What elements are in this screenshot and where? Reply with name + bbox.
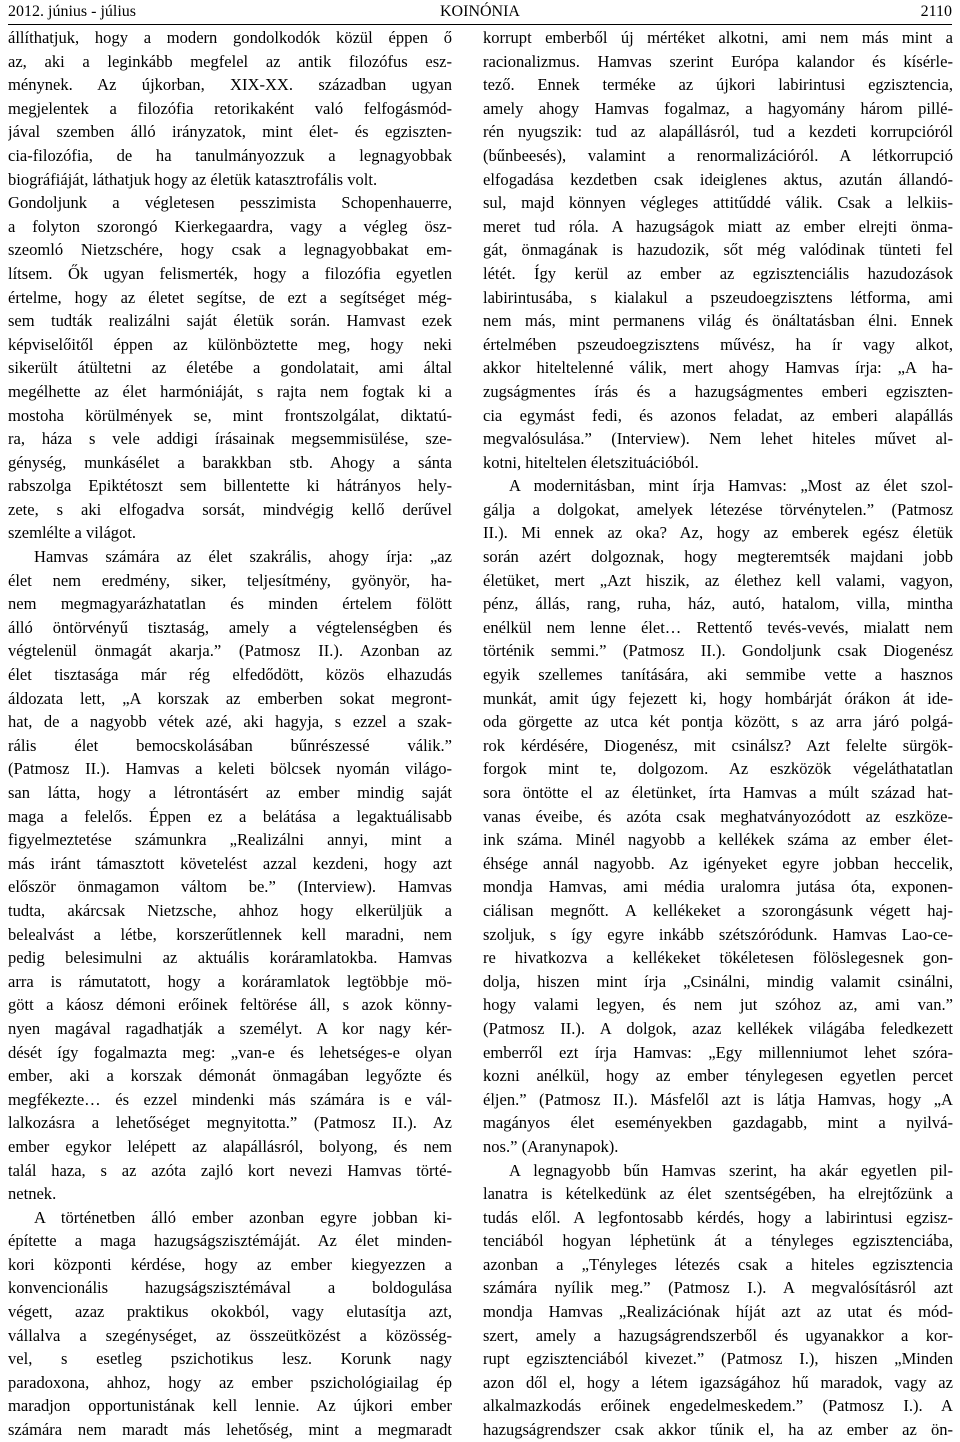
text-line: (Patmosz II.). Hamvas a keleti bölcsek nyomán világo- xyxy=(8,759,452,779)
text-line: cia-filozófia, de ha tanulmányozzuk a legnagyobbak xyxy=(8,145,452,165)
text-line: oda görgette az utca két pontja között, s az arra járó polgá- xyxy=(483,712,953,732)
text-line: kori központi kérdése, hogy az ember kiegyezzen a xyxy=(8,1254,452,1274)
text-line: ink száma. Minél nagyobb a kellékek száma az ember élet- xyxy=(483,830,953,850)
text-line: talál haza, s az azóta zajló kort nevezi Hamvas törté- xyxy=(8,1160,452,1180)
text-line: Gondoljunk a végletesen pesszimista Schopenhauerre, xyxy=(8,193,452,213)
text-line: állíthatjuk, hogy a modern gondolkodók közül éppen ő xyxy=(8,28,452,47)
text-line: II.). Mi ennek az oka? Az, hogy az emberek egész életük xyxy=(483,523,953,543)
text-line: figyelmeztetése számunkra „Realizálni annyi, mint a xyxy=(8,830,452,850)
text-line: ember, aki a korszak démonát önmagában legyőzte és xyxy=(8,1066,452,1086)
text-line: végtelenül önmagát akarja.” (Patmosz II.). Azonban az xyxy=(8,641,452,661)
text-line: azonban a „Tényleges létezés csak a hiteles egzisztencia xyxy=(483,1254,953,1274)
text-line: magányos élet eseményekben gazdagabb, mint a nyilvá- xyxy=(483,1113,953,1133)
text-line: zete, s aki elfogadva sorsát, mindvégig kellő derűvel xyxy=(8,499,452,519)
text-line: során azért dolgoznak, hogy megteremtsék majdani jobb xyxy=(483,547,953,567)
text-line: forgok mint te, dolgozom. Az eszközök végeláthatatlan xyxy=(483,759,953,779)
text-line: lanatra is kételkedünk az élet szentségében, ha elrejtőzünk a xyxy=(483,1184,953,1204)
text-line: A legnagyobb bűn Hamvas szerint, ha akár egyetlen pil- xyxy=(509,1160,953,1180)
text-line: arra is rámutatott, hogy a koráramlatok legtöbbje mö- xyxy=(8,971,452,991)
text-line: nos.” (Aranynapok). xyxy=(483,1136,619,1156)
text-line: génység, munkásélet a barakkban stb. Ahogy a sánta xyxy=(8,452,452,472)
text-line: először önmagamon váltom be.” (Interview). Hamvas xyxy=(8,877,452,897)
text-line: rális élet bemocskolásában bűnrészessé válik.” xyxy=(8,735,452,755)
text-line: akkor hiteltelenné válik, mert ahogy Hamvas írja: „A ha- xyxy=(483,358,953,378)
text-line: vel, s esetleg pszichotikus lesz. Korunk nagy xyxy=(8,1349,452,1369)
text-line: pedig belesimulni az aktuális koráramlatokba. Hamvas xyxy=(8,948,452,968)
text-line: maradjon opportunistának kell lennie. Az újkori ember xyxy=(8,1396,452,1416)
right-text-column xyxy=(483,26,953,1442)
text-line: racionalizmus. Hamvas szerint Európa kalandor és kísérle- xyxy=(483,51,953,71)
text-line: rén nyugszik: tud az alapállásról, tud a kezdeti korrupcióról xyxy=(483,122,953,142)
text-line: rupt egzisztenciából kivezet.” (Patmosz I.), hiszen „Minden xyxy=(483,1349,953,1369)
text-line: lítsem. Ők ugyan felismerték, hogy a filozófia egyetlen xyxy=(8,263,452,283)
text-line: enélkül nem lenne élet… Rettentő tevés-vevés, mialatt nem xyxy=(483,617,953,637)
text-line: A történetben álló ember azonban egyre jobban ki- xyxy=(34,1207,452,1227)
text-line: élet tisztasága már rég elfedődött, közös elhazudás xyxy=(8,665,452,685)
text-line: szoljuk, s így egyre inkább szétszóródunk. Hamvas Lao-ce- xyxy=(483,924,953,944)
text-line: tező. Ennek terméke az újkori labirintusi egzisztencia, xyxy=(483,75,953,95)
text-line: cia egymást fedi, és azonos feladat, az emberi alapállás xyxy=(483,405,953,425)
text-line: rok kérdésére, Diogenész, mit csinálsz? Azt felelte sürgök- xyxy=(483,735,953,755)
text-line: nem más, mint permanens világ és önáltatásban élni. Ennek xyxy=(483,311,953,331)
text-line: álló öntörvényű tisztaság, amely a végtelenségben és xyxy=(8,617,452,637)
text-line: megfékezte… és ezzel mindenki más számára is e vál- xyxy=(8,1089,452,1109)
text-line: kozni anélkül, hogy az ember ténylegesen egyetlen percet xyxy=(483,1066,953,1086)
text-line: (Patmosz II.). A dolgok, azaz kellékek világába feledkezett xyxy=(483,1018,953,1038)
text-line: az, aki a leginkább megfelel az antik filozófus esz- xyxy=(8,51,452,71)
text-line: a folyton szorongó Kierkegaardra, vagy a végleg ösz- xyxy=(8,216,452,236)
text-line: zugságmentes írás és a hazugságmentes emberi egziszten- xyxy=(483,381,953,401)
text-line: mondja Hamvas „Realizációnak híját azt az utat és mód- xyxy=(483,1302,953,1322)
text-line: A modernitásban, mint írja Hamvas: „Most az élet szol- xyxy=(509,476,953,496)
header-date: 2012. június - július xyxy=(8,3,137,20)
text-line: amely ahogy Hamvas fogalmaz, a hagyomány három pillé- xyxy=(483,98,953,118)
text-line: maga a felelős. Éppen ez a belátása a legaktuálisabb xyxy=(8,806,452,826)
text-line: emberről ezt írja Hamvas: „Egy millenniumot lehet szóra- xyxy=(483,1042,953,1062)
text-line: sikerült átültetni az életébe a gondolatait, ami által xyxy=(8,358,452,378)
text-line: ménynek. Az újkorban, XIX-XX. században ugyan xyxy=(8,75,452,95)
text-line: éhsége annál nagyobb. Az igényeket egyre jobban heccelik, xyxy=(483,853,953,873)
header-page-number: 2110 xyxy=(920,3,952,20)
text-line: gött a káosz démoni erőinek feltörése áll, s azok könny- xyxy=(8,995,452,1015)
text-line: re hivatkozva a kellékeket tökéletesen fölöslegesnek gon- xyxy=(483,948,953,968)
text-line: ciálisan megnőtt. A kellékeket a szorongásunk végett haj- xyxy=(483,900,953,920)
header-journal-title: KOINÓNIA xyxy=(440,3,520,20)
text-line: végett, azaz praktikus okokból, vagy elutasítja azt, xyxy=(8,1302,452,1322)
text-line: nyen magával ragadhatják a személyt. A kor nagy kér- xyxy=(8,1018,452,1038)
text-line: jával szemben álló irányzatok, mint élet- és egziszten- xyxy=(8,122,452,142)
text-line: paradoxona, ahhoz, hogy az ember pszichológiailag ép xyxy=(8,1372,452,1392)
text-line: netnek. xyxy=(8,1184,57,1204)
text-line: meret tud róla. A hazugságok miatt az ember elrejti önma- xyxy=(483,216,953,236)
text-line: sem tudták realizálni saját életük során. Hamvast ezek xyxy=(8,311,452,331)
text-line: azon dől el, hogy a létem igazságához hű maradok, vagy az xyxy=(483,1372,953,1392)
text-line: labirintusába, s kialakul a pszeudoegzisztens létforma, ami xyxy=(483,287,953,307)
text-line: dését így fogalmazta meg: „van-e és lehetséges-e olyan xyxy=(8,1042,452,1062)
text-line: más iránt támasztott követelést azzal kezdeni, hogy azt xyxy=(8,853,452,873)
text-line: számára nem maradt más lehetőség, mint a megmaradt xyxy=(8,1420,452,1440)
text-line: rabszolga Epiktétoszt sem billentette ki hátrányos hely- xyxy=(8,476,452,496)
text-line: lalkozásra a lehetőséget megnyitotta.” (Patmosz II.). Az xyxy=(8,1113,452,1133)
text-line: mostoha körülmények se, mint frontszolgálat, diktatú- xyxy=(8,405,452,425)
text-line: biográfiáját, láthatjuk hogy az életük katasztrofális volt. xyxy=(8,169,378,189)
text-line: hazugságrendszer csak akkor tűnik el, ha az ember az ön- xyxy=(483,1420,953,1440)
text-line: számára nyílik meg.” (Patmosz I.). A megvalósításról azt xyxy=(483,1278,953,1298)
text-line: éljen.” (Patmosz II.). Másfelől azt is látja Hamvas, hogy „A xyxy=(483,1089,953,1109)
text-line: tenciából hogyan léphetünk át a tényleges egzisztenciába, xyxy=(483,1231,953,1251)
text-line: megjelentek a filozófia retorikaként való felfogásmód- xyxy=(8,98,452,118)
text-line: gát, önmagának is hazudozik, sőt még valódinak tünteti fel xyxy=(483,240,953,260)
text-line: hat, de a nagyobb vétek azé, aki hagyja, s ezzel a szak- xyxy=(8,712,452,732)
text-line: vanas éveibe, és azóta csak meghatványozódott az eszköze- xyxy=(483,806,953,826)
text-line: pénz, állás, rang, ruha, ház, autó, hatalom, villa, mintha xyxy=(483,594,953,614)
text-line: egyik szellemes tanítására, aki semmibe vette a hasznos xyxy=(483,665,953,685)
text-line: értelmében pszeudoegzisztens művész, ha ír vagy alkot, xyxy=(483,334,953,354)
text-line: történik semmi.” (Patmosz II.). Gondoljunk csak Diogenész xyxy=(483,641,953,661)
text-line: élet nem eredmény, siker, teljesítmény, gyönyör, ha- xyxy=(8,570,452,590)
text-line: Hamvas számára az élet szakrális, ahogy írja: „az xyxy=(34,547,452,567)
text-line: hogy valami legyen, és nem jut szóhoz az, ami van.” xyxy=(483,995,953,1015)
text-line: dolja, hiszen mint írja „Csinálni, mindig valamit csinálni, xyxy=(483,971,953,991)
text-line: ember egykor lelépett az alapállásról, bolyong, és nem xyxy=(8,1136,452,1156)
text-line: konvencionális hazugságszisztémával a boldogulása xyxy=(8,1278,452,1298)
text-line: korrupt emberből új mértéket alkotni, ami nem más mint a xyxy=(483,28,953,47)
text-line: gálja a dolgokat, amelyek létezése törvénytelen.” (Patmosz xyxy=(483,499,953,519)
text-line: ra, háza s vele addigi írásainak megsemmisülése, sze- xyxy=(8,429,452,449)
text-line: elfogadása kezdetben csak ideiglenes aktus, azután állandó- xyxy=(483,169,953,189)
text-line: életüket, mert „Azt hiszik, az élethez kell valami, vagyon, xyxy=(483,570,953,590)
text-line: megélhette az élet harmóniáját, s rajta nem fogtak ki a xyxy=(8,381,452,401)
text-line: kotni, hiteltelen életszituációból. xyxy=(483,452,699,472)
text-line: tudás elől. A legfontosabb kérdés, hogy a labirintusi egzisz- xyxy=(483,1207,953,1227)
text-line: nem megmagyarázhatatlan és minden értelem fölött xyxy=(8,594,452,614)
text-line: tudta, akárcsak Nietzsche, ahhoz hogy elkerüljük a xyxy=(8,900,452,920)
text-line: szeomló Nietzschére, hogy csak a legnagyobbakat em- xyxy=(8,240,452,260)
text-line: san látta, hogy a létrontásért az ember mindig saját xyxy=(8,783,452,802)
text-line: megvalósulása.” (Interview). Nem lehet hiteles művet al- xyxy=(483,429,953,449)
text-line: alkalmazkodás erőinek engedelmeskedem.” (Patmosz I.). A xyxy=(483,1396,953,1416)
text-line: (bűnbeesés), valamint a renormalizációról. A létkorrupció xyxy=(483,145,953,165)
text-line: sul, majd könnyen végleges attitűddé válik. Csak a lelkiis- xyxy=(483,193,953,213)
text-line: vállalva a szegénységet, az összeütközést a közösség- xyxy=(8,1325,452,1345)
text-line: szemlélte a világot. xyxy=(8,523,137,543)
text-line: belealvást a létbe, korszerűtlennek kell maradni, nem xyxy=(8,924,452,944)
text-line: mondja Hamvas, ami média uralomra jutása óta, exponen- xyxy=(483,877,953,897)
text-line: létét. Így kerül az ember az egzisztenciális hazudozások xyxy=(483,263,953,283)
text-line: áldozata lett, „A korszak az emberben sokat megront- xyxy=(8,688,452,708)
text-line: sora öntötte el az életünket, írta Hamvas a múlt század hat- xyxy=(483,783,953,802)
text-line: építette a maga hazugságszisztémáját. Az élet minden- xyxy=(8,1231,452,1251)
text-line: képviselőitől éppen az különböztette meg, hogy neki xyxy=(8,334,452,354)
text-line: szert, amely a hazugságrendszerből és ugyanakkor a kor- xyxy=(483,1325,953,1345)
text-line: munkát, amit úgy fejezett ki, hogy hombárját órákon át ide- xyxy=(483,688,953,708)
left-text-column xyxy=(8,26,452,1442)
page-header xyxy=(8,0,952,25)
text-line: értelme, hogy az életet segítse, de ezt a segítséget még- xyxy=(8,287,452,307)
